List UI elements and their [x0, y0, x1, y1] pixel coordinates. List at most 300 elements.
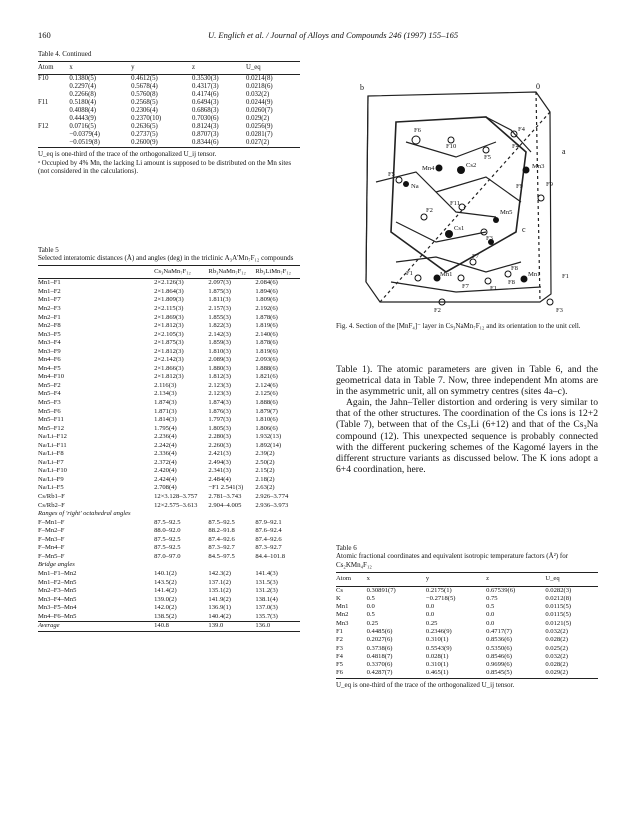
table5-cell: 2.123(3): [208, 381, 231, 389]
table-5-caption: Selected interatomic distances (Å) and angles (deg) in the triclinic A₃A'Mn₇F₁₂ compounds: [38, 254, 294, 263]
label-f7b: F7: [462, 283, 469, 290]
table5-row: [38, 622, 300, 632]
table5-cell: 2.125(6): [255, 390, 278, 398]
table5-cell: 87.5–92.5: [154, 535, 181, 543]
table5-cell: Mn2–F3: [38, 305, 61, 312]
table6-cell: 0.9699(6): [486, 661, 512, 669]
table6-cell: 0.4717(7): [486, 628, 512, 635]
table5-cell: 1.879(7): [255, 407, 278, 415]
table5-cell: [255, 561, 300, 570]
table5-cell: 2.336(4): [154, 450, 177, 458]
table5-cell: Na/Li–F7: [38, 458, 64, 466]
table5-row: [38, 527, 300, 536]
table6-cell: 0.0121(5): [545, 619, 572, 627]
table5-cell: 1.810(6): [255, 416, 278, 424]
table4-cell: F10: [38, 75, 49, 83]
table5-cell: Mn5–F3: [38, 399, 61, 407]
cs2-atom: [457, 166, 465, 174]
table4-header-cell: y: [131, 64, 135, 72]
table5-cell: 2.372(4): [154, 458, 177, 466]
table-6-note: U_eq is one-third of the trace of the orthogonalized U_ij tensor.: [336, 678, 598, 689]
table5-cell: 1.806(6): [255, 424, 278, 432]
label-mn4: Mn4: [422, 165, 435, 172]
table4-cell: 0.0260(7): [245, 107, 273, 115]
table5-row: [38, 613, 300, 622]
table5-cell: 2.142(3): [208, 330, 231, 338]
table6-row: [336, 603, 598, 611]
label-f3b: F3: [556, 307, 563, 314]
table5-cell: 2.708(4): [154, 484, 177, 492]
table5-cell: 1.888(6): [255, 364, 278, 372]
table6-cell: 0.0282(3): [545, 586, 572, 594]
table5-cell: 140.8: [154, 622, 169, 630]
table6-cell: 0.0: [366, 603, 375, 611]
table5-cell: F–Mn4–F: [38, 544, 65, 552]
table6-row: [336, 661, 598, 669]
table4-cell: 0.8344(6): [192, 139, 219, 147]
table4-header-cell: U_eq: [245, 64, 261, 72]
table5-row: [38, 484, 300, 493]
table5-cell: 1.811(3): [208, 296, 231, 304]
table5-header-cell: [38, 265, 154, 279]
label-f1: F1: [406, 270, 413, 277]
table6-cell: 0.5: [366, 594, 375, 602]
table5-cell: 138.5(2): [154, 612, 177, 620]
table5-cell: 143.5(2): [154, 578, 177, 586]
table6-cell: 0.25: [425, 619, 438, 627]
table6-row: [336, 595, 598, 603]
table4-header-cell: Atom: [38, 64, 54, 72]
table4-cell: 0.4088(4): [69, 107, 97, 115]
body-text: [336, 364, 598, 475]
table5-row: [38, 502, 300, 511]
table6-cell: F1: [336, 628, 343, 635]
table6-cell: 0.5: [486, 603, 495, 611]
table-5-title: Table 5: [38, 246, 59, 254]
na-atom: [403, 181, 409, 187]
table6-row: [336, 620, 598, 628]
table5-row: [38, 596, 300, 605]
table4-cell: 0.1380(5): [69, 75, 97, 83]
table5-cell: 138.1(4): [255, 595, 278, 603]
table5-row: [38, 519, 300, 528]
label-f2: F2: [426, 207, 433, 214]
table5-cell: 12×2.575–3.613: [154, 501, 198, 509]
table5-row: [38, 561, 300, 570]
label-mn3: Mn3: [532, 163, 545, 170]
table5-row: [38, 459, 300, 468]
table5-cell: 2.157(3): [208, 305, 231, 312]
table4-cell: [38, 83, 69, 91]
table6-header-cell: Atom: [336, 575, 352, 583]
paragraph-1: Table 1). The atomic parameters are given in Table 6, and the geometrical data in Table 7. Now, three independent Mn atoms are in the asymmetric unit, all on symmetry centres (sites 4a–c).: [336, 364, 598, 398]
table5-cell: 1.932(13): [255, 433, 282, 441]
table5-cell: 140.4(2): [208, 612, 231, 620]
table6-cell: 0.5543(9): [425, 644, 452, 652]
table5-cell: 1.797(3): [208, 416, 231, 424]
table5-row: [38, 425, 300, 434]
table5-cell: Mn1–F2: [38, 287, 61, 295]
table5-cell: Mn2–F8: [38, 322, 61, 330]
table5-cell: Mn5–F11: [38, 416, 64, 424]
paragraph-2: Again, the Jahn–Teller distortion and ordering is very similar to that of the other structures. The coordination of the Cs ions is 12+2 (Table 7), between that of the Cs₃Li (6+12) and that of the Cs₃Na compound (12). This unexpected sequence is probably connected with the different puckering schemes of the Kagomé layers in the different structure variants as discussed below. The K ions adopt a 6+4 coordination, here.: [336, 397, 598, 475]
table5-cell: Na/Li–F12: [38, 433, 67, 441]
table4-row: [38, 83, 300, 91]
label-f6: F6: [414, 127, 421, 134]
table5-cell: 88.2–91.8: [208, 527, 235, 535]
table6-row: [336, 611, 598, 619]
table5-cell: 1.875(3): [208, 287, 231, 295]
table4-cell: 0.4443(9): [69, 115, 97, 123]
table5-cell: 1.871(3): [154, 407, 177, 415]
table4-cell: 0.6494(3): [192, 99, 219, 107]
table4-row: [38, 115, 300, 123]
table5-cell: Mn4–F6: [38, 356, 61, 364]
table-4: [38, 50, 300, 176]
table5-cell: Na/Li–F5: [38, 484, 64, 492]
table4-cell: F11: [38, 99, 49, 107]
table5-cell: Mn1–F7: [38, 296, 61, 304]
table5-cell: 2.39(2): [255, 450, 275, 458]
table6-cell: 0.3738(6): [366, 644, 393, 652]
table5-cell: 2.084(6): [255, 279, 278, 287]
table5-cell: 87.3–92.7: [255, 544, 282, 552]
table6-cell: 0.8536(6): [486, 636, 512, 644]
table5-cell: 131.5(3): [255, 578, 278, 586]
table6-cell: 0.028(1): [425, 652, 449, 660]
table5-cell: Na/Li–F9: [38, 475, 64, 483]
table6-cell: 0.2027(6): [366, 636, 393, 644]
label-mn5: Mn5: [500, 209, 513, 216]
table6-cell: 0.025(2): [545, 644, 568, 652]
table5-row: [38, 399, 300, 408]
table5-cell: 84.4–101.8: [255, 552, 286, 560]
table-4-note-ueq: U_eq is one-third of the trace of the orthogonalized U_ij tensor.: [38, 147, 300, 158]
table5-cell: −F1 2.541(3): [208, 484, 244, 492]
label-f7: F7: [472, 253, 479, 260]
table6-cell: 0.67539(6): [486, 586, 516, 594]
table5-cell: Mn4–F6–Mn5: [38, 612, 77, 620]
table4-header-cell: z: [192, 64, 196, 72]
table5-cell: 1.805(3): [208, 424, 231, 432]
table5-cell: 141.4(2): [154, 587, 177, 595]
table5-cell: Mn3–F4: [38, 339, 61, 347]
table5-cell: [154, 561, 208, 570]
label-f5: F5: [484, 154, 491, 161]
table6-cell: 0.310(1): [425, 636, 449, 644]
table6-cell: 0.0: [425, 611, 435, 619]
table4-cell: [38, 107, 69, 115]
table5-cell: 12×3.128–3.757: [154, 493, 198, 501]
table4-cell: 0.032(2): [245, 91, 270, 99]
figure-4: [336, 82, 598, 314]
table5-row: [38, 553, 300, 562]
table4-cell: 0.2370(10): [131, 115, 162, 123]
table5-row: [38, 305, 300, 314]
table5-cell: 136.9(1): [208, 604, 231, 612]
table5-cell: [208, 561, 255, 570]
label-na: Na: [411, 183, 419, 190]
table6-cell: 0.0212(8): [545, 594, 572, 602]
table5-cell: 1.812(3): [208, 373, 231, 381]
f7-atom: [458, 275, 464, 281]
table5-cell: Mn4–F10: [38, 373, 65, 381]
table5-cell: 88.0–92.0: [154, 527, 181, 535]
table5-cell: 131.2(3): [255, 587, 278, 595]
table5-cell: 1.819(6): [255, 322, 278, 330]
table6-cell: 0.5: [366, 611, 375, 619]
table4-cell: F12: [38, 123, 49, 131]
table-6-caption: Atomic fractional coordinates and equivalent isotropic temperature factors (Å²) for Cs₂KMn₄F₁₂: [336, 552, 569, 569]
table5-cell: 2.089(3): [208, 356, 231, 364]
table4-cell: 0.029(2): [245, 115, 270, 123]
table-5-grid: [38, 265, 300, 632]
mn3-atom: [523, 167, 530, 174]
table5-cell: 1.855(3): [208, 313, 231, 321]
table-4-title: Table 4. Continued: [38, 50, 92, 58]
table5-cell: F–Mn5–F: [38, 552, 65, 560]
table5-cell: 2.341(3): [208, 467, 231, 475]
table5-cell: 1.892(14): [255, 441, 282, 449]
table4-cell: −0.0379(4): [69, 131, 100, 139]
table4-cell: 0.7030(6): [192, 115, 219, 123]
label-f10: F10: [446, 143, 457, 150]
table5-cell: Cs/Rb1–F: [38, 493, 65, 501]
table5-cell: Mn3–F4–Mn5: [38, 595, 77, 603]
table6-cell: 0.0: [486, 619, 495, 627]
table5-row: [38, 442, 300, 451]
table5-cell: F–Mn1–F: [38, 518, 65, 526]
table5-cell: 2.123(3): [208, 390, 231, 398]
table5-row: [38, 356, 300, 365]
table4-cell: 0.2737(5): [131, 131, 158, 139]
table4-cell: 0.3530(3): [192, 75, 219, 83]
mn5-atom: [493, 217, 499, 223]
table4-row: [38, 91, 300, 99]
label-f1c: F1: [490, 285, 497, 292]
table5-cell: Na/Li–F10: [38, 467, 67, 475]
table5-row: [38, 476, 300, 485]
table5-cell: 137.0(3): [255, 604, 278, 612]
table5-cell: Mn1–F1–Mn2: [38, 569, 77, 577]
table4-cell: 0.0281(7): [245, 131, 273, 139]
table4-cell: [38, 131, 69, 139]
table5-cell: 2.192(6): [255, 305, 278, 312]
table5-cell: Mn3–F5–Mn4: [38, 604, 77, 612]
table5-cell: Mn3–F5: [38, 330, 61, 338]
table6-cell: 0.028(2): [545, 636, 568, 644]
table4-cell: 0.8124(3): [192, 123, 219, 131]
table6-cell: F4: [336, 652, 343, 660]
table4-cell: 0.0716(5): [69, 123, 97, 131]
table5-cell: 1.888(6): [255, 399, 278, 407]
label-f4: F4: [518, 126, 525, 133]
table5-cell: 2.236(4): [154, 433, 177, 441]
table6-cell: 0.8546(6): [486, 652, 512, 660]
table5-cell: Na/Li–F8: [38, 450, 64, 458]
table6-cell: 0.0115(5): [545, 611, 571, 619]
table5-cell: 87.0–97.0: [154, 552, 181, 560]
crystal-structure-diagram: [336, 82, 598, 314]
table4-cell: 0.4174(6): [192, 91, 219, 99]
table5-cell: 1.894(6): [255, 287, 278, 295]
table6-cell: 0.4485(6): [366, 628, 393, 635]
table5-cell: 135.1(2): [208, 587, 231, 595]
table5-cell: 87.5–92.5: [154, 544, 181, 552]
table4-row: [38, 99, 300, 107]
table4-cell: [38, 115, 69, 123]
table5-row: [38, 279, 300, 288]
table5-row: [38, 408, 300, 417]
table5-row: [38, 314, 300, 323]
label-cs1: Cs1: [454, 225, 465, 232]
table6-cell: 0.30891(7): [366, 586, 396, 594]
table5-cell: 1.874(3): [208, 399, 231, 407]
table5-cell: 1.821(6): [255, 373, 278, 381]
table4-cell: 0.2636(5): [131, 123, 158, 131]
table5-cell: 2.260(3): [208, 441, 231, 449]
table5-header-cell: Rb₃NaMn₇F₁₂: [208, 267, 246, 275]
table5-row: [38, 450, 300, 459]
label-f5b: F5: [388, 171, 395, 178]
f5b-atom: [396, 177, 402, 183]
table6-cell: 0.0: [425, 603, 435, 611]
table5-cell: 2.63(2): [255, 484, 275, 492]
table5-row: [38, 416, 300, 425]
table5-cell: 2.280(3): [208, 433, 231, 441]
table5-cell: Average: [38, 622, 60, 630]
label-f1b: F1: [562, 273, 569, 280]
table6-cell: 0.8545(5): [486, 669, 512, 677]
table-4-note-occupancy: ᵃ Occupied by 4% Mn, the lacking Li amount is supposed to be distributed on the Mn sites (not considered in the calculations).: [38, 158, 292, 176]
table5-cell: 1.809(6): [255, 296, 278, 304]
table6-row: [336, 653, 598, 661]
label-cs2: Cs2: [466, 162, 477, 169]
table5-cell: 2.18(2): [255, 475, 275, 483]
table5-cell: Mn5–F12: [38, 424, 65, 432]
table5-cell: 1.795(4): [154, 424, 177, 432]
table6-row: [336, 645, 598, 653]
table5-cell: 2×1.812(3): [154, 347, 184, 355]
table5-cell: 1.876(3): [208, 407, 231, 415]
table5-cell: Mn1–F1: [38, 279, 61, 287]
table5-cell: 1.810(3): [208, 347, 231, 355]
table5-row: [38, 579, 300, 588]
table6-cell: 0.0115(5): [545, 603, 571, 611]
table5-cell: 87.5–92.5: [208, 518, 235, 526]
table6-cell: 0.310(1): [425, 661, 449, 669]
table4-cell: 0.2266(8): [69, 91, 97, 99]
table4-cell: 0.0244(9): [245, 99, 273, 107]
table4-row: [38, 123, 300, 131]
table5-row: [38, 510, 300, 519]
table5-cell: Ranges of 'right' octahedral angles: [38, 510, 131, 518]
table5-row: [38, 587, 300, 596]
f6-atom: [412, 136, 420, 144]
table5-row: [38, 296, 300, 305]
table5-row: [38, 288, 300, 297]
table5-cell: 141.9(2): [208, 595, 231, 603]
table5-cell: 1.819(6): [255, 347, 278, 355]
table5-row: [38, 331, 300, 340]
table5-cell: Mn5–F6: [38, 407, 61, 415]
table4-cell: 0.0218(6): [245, 83, 273, 91]
f1c-atom: [485, 278, 491, 284]
table6-row: [336, 669, 598, 677]
table5-row: [38, 322, 300, 331]
table6-cell: F3: [336, 644, 343, 652]
table4-cell: 0.8707(3): [192, 131, 219, 139]
table6-cell: −0.2718(5): [425, 594, 456, 602]
table5-cell: 87.4–92.6: [255, 535, 282, 543]
table5-row: [38, 433, 300, 442]
label-f9: F9: [546, 181, 553, 188]
table6-header-cell: z: [486, 575, 489, 583]
unit-cell-edge: [366, 96, 368, 282]
table5-row: [38, 390, 300, 399]
table5-row: [38, 373, 300, 382]
table4-cell: 0.4317(3): [192, 83, 219, 91]
table5-row: [38, 570, 300, 579]
table-4-grid: [38, 61, 300, 147]
table5-cell: Bridge angles: [38, 561, 75, 569]
table5-cell: 140.1(2): [154, 569, 177, 577]
table5-cell: 2.781–3.743: [208, 493, 242, 501]
origin-label: 0: [536, 82, 540, 91]
table4-cell: 0.0256(9): [245, 123, 273, 131]
label-f2b: F2: [434, 307, 441, 314]
table5-cell: 2×1.866(3): [154, 364, 184, 372]
f2-atom: [421, 214, 427, 220]
table5-row: [38, 365, 300, 374]
table4-cell: [38, 139, 69, 147]
journal-citation: U. Englich et al. / Journal of Alloys and Compounds 246 (1997) 155–165: [208, 30, 459, 40]
table6-cell: F5: [336, 661, 343, 669]
table5-cell: Mn5–F2: [38, 381, 61, 389]
table6-cell: 0.4287(7): [366, 669, 393, 677]
label-f4b: F4: [512, 143, 519, 150]
table6-cell: 0.5350(6): [486, 644, 512, 652]
table5-cell: 139.0(2): [154, 595, 177, 603]
table5-cell: 2.093(6): [255, 356, 278, 364]
table6-header-cell: y: [425, 575, 430, 583]
table6-cell: Mn2: [336, 611, 349, 619]
table5-cell: 2×1.869(3): [154, 313, 184, 321]
table4-cell: 0.0214(8): [245, 75, 273, 83]
table5-cell: Mn1–F2–Mn5: [38, 578, 77, 586]
table6-cell: Mn3: [336, 619, 349, 627]
table5-cell: Mn2–F1: [38, 313, 61, 321]
table5-row: [38, 339, 300, 348]
table4-cell: −0.0519(8): [69, 139, 100, 147]
table5-cell: 2.904–4.005: [208, 501, 242, 509]
f1-atom: [415, 275, 421, 281]
table-5: [38, 246, 300, 632]
table4-cell: 0.5180(4): [69, 99, 97, 107]
table-6: [336, 544, 598, 689]
table5-cell: 87.4–92.6: [208, 535, 235, 543]
table6-row: [336, 636, 598, 644]
table5-cell: 2×2.126(3): [154, 279, 184, 287]
table4-cell: 0.2568(5): [131, 99, 158, 107]
table5-cell: 2.424(4): [154, 475, 177, 483]
label-f8: F8: [511, 265, 518, 272]
table6-cell: K: [336, 594, 341, 602]
table6-cell: 0.029(2): [545, 669, 568, 677]
table6-row: [336, 628, 598, 636]
table5-cell: 2×1.809(3): [154, 296, 184, 304]
table5-cell: 2.116(3): [154, 381, 177, 389]
